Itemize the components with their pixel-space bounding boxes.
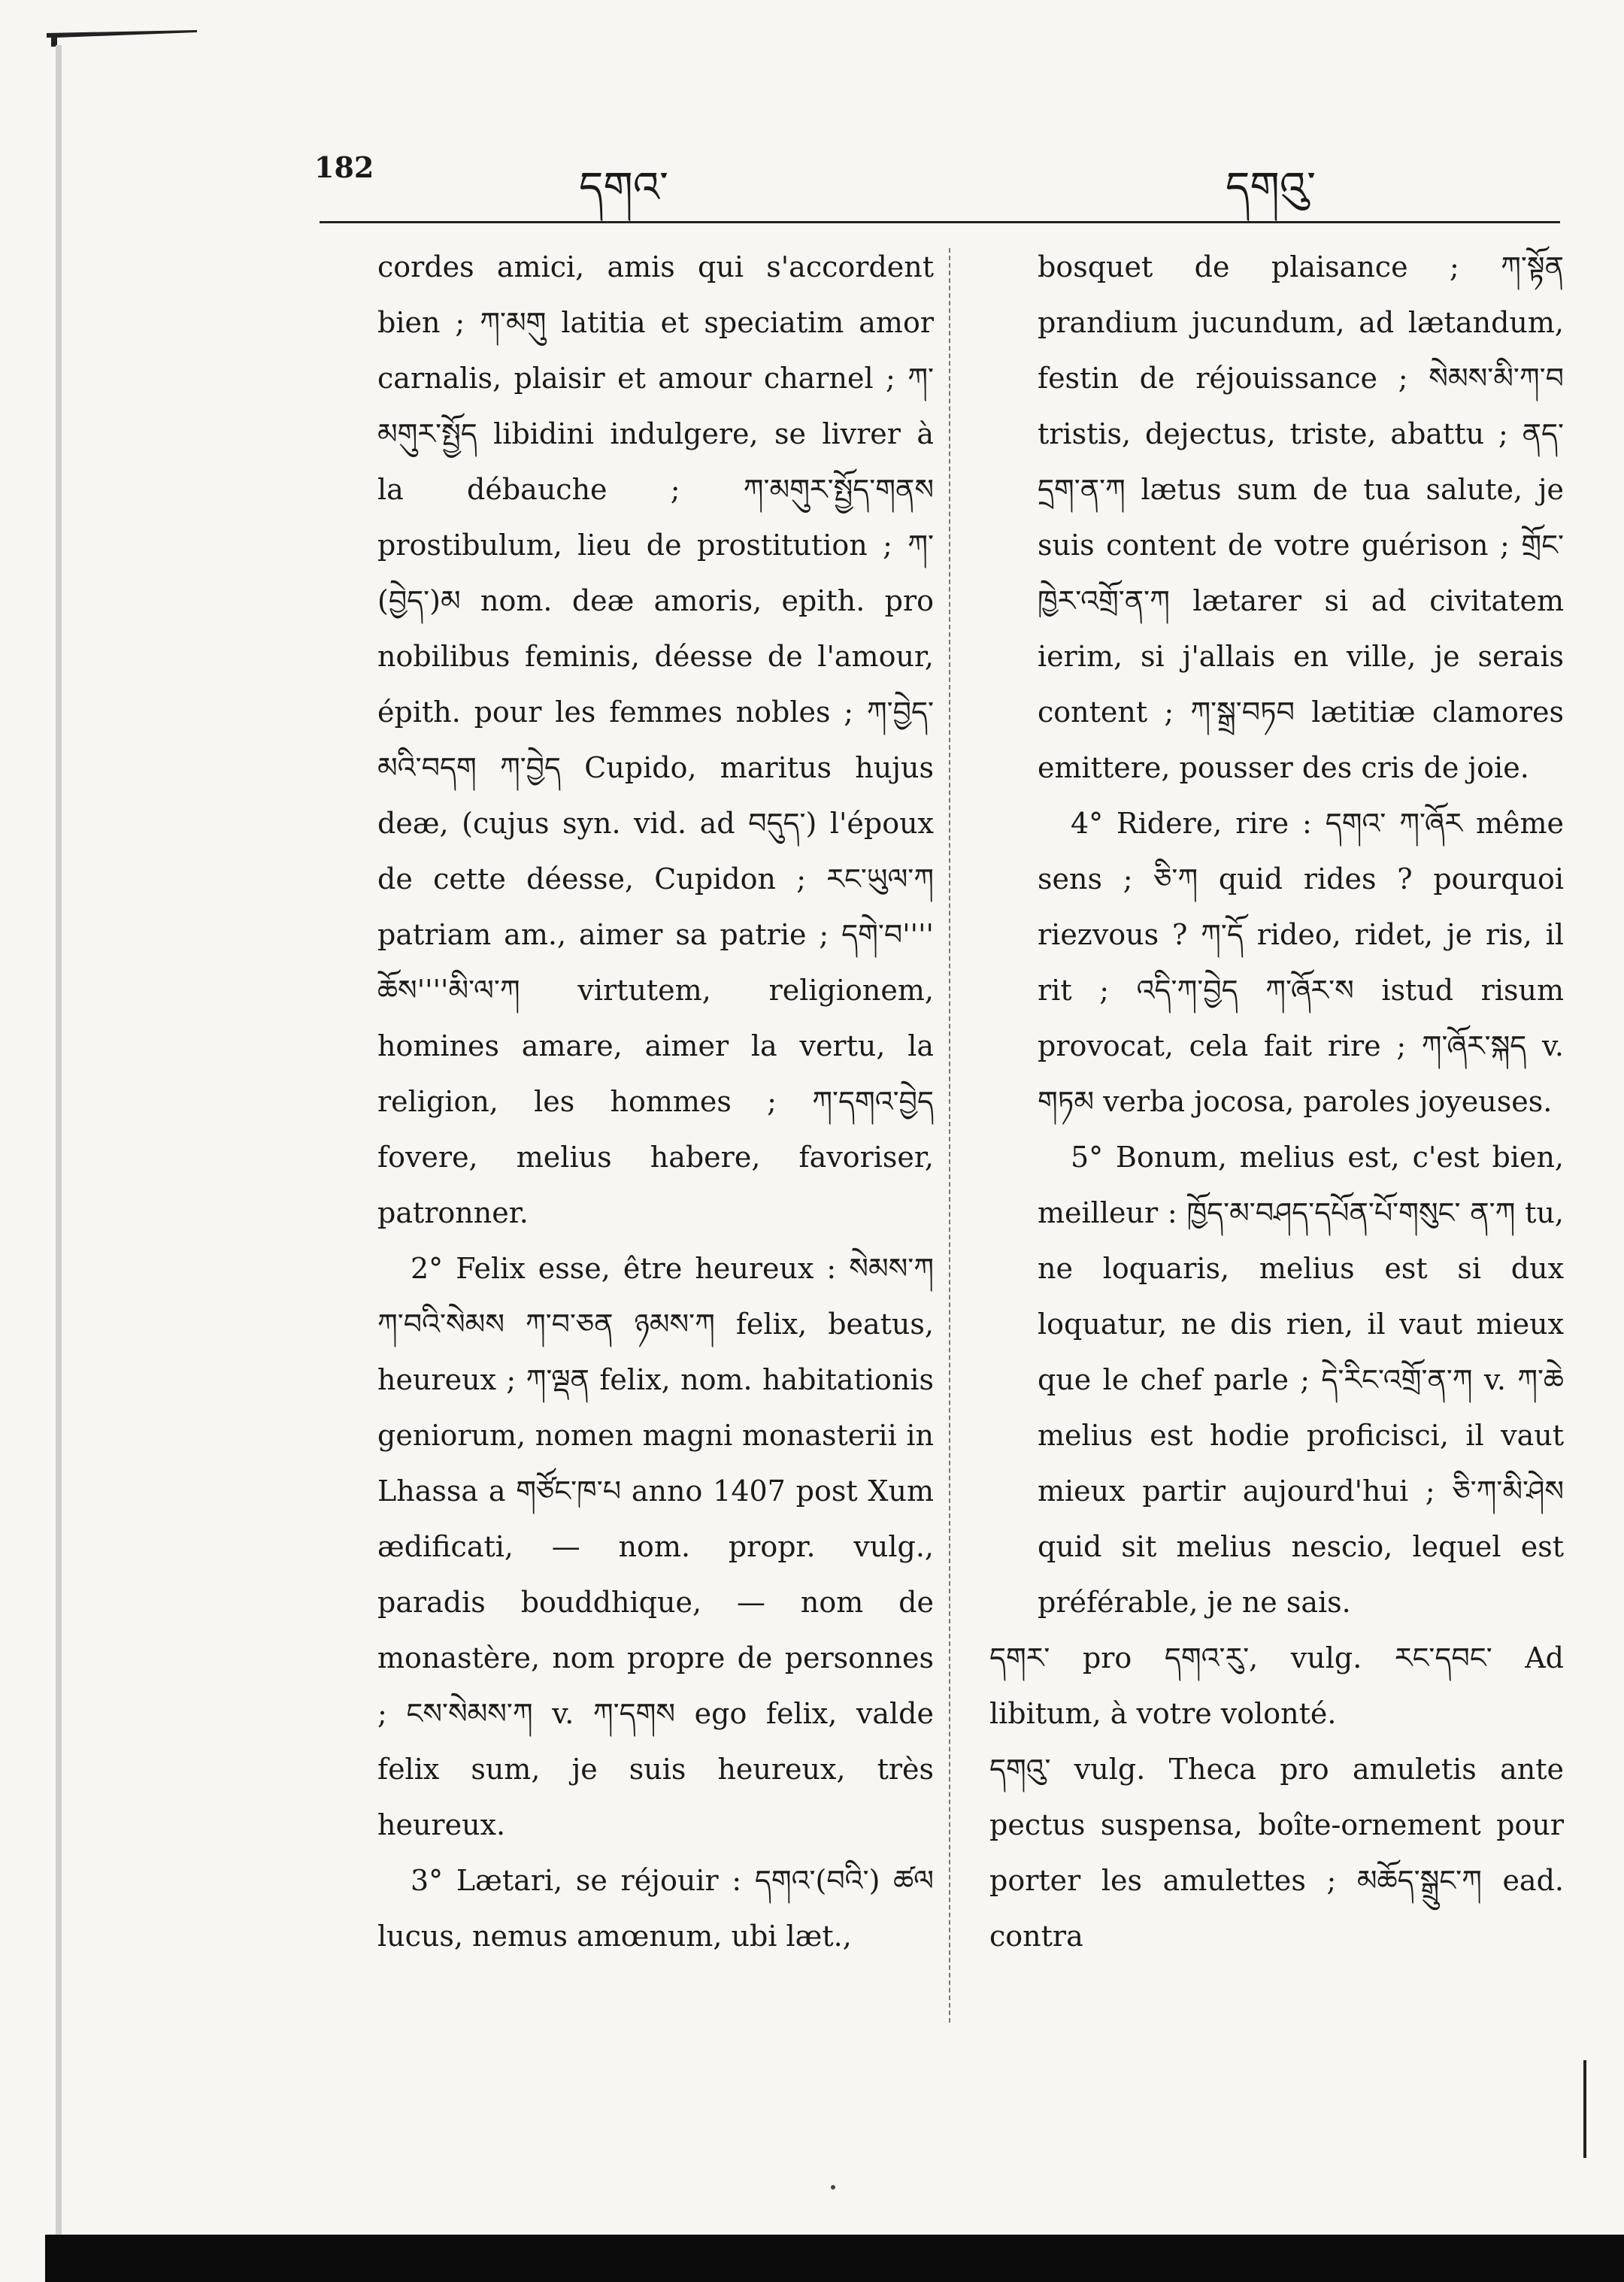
entry-paragraph-3: 3° Lætari, se réjouir : དགའ་(བའི་) ཚལ lucus, nemus amœnum, ubi læt., xyxy=(377,1864,934,1953)
page-edge-shadow xyxy=(56,45,62,2256)
page-number: 182 xyxy=(314,150,374,184)
header-rule xyxy=(320,221,1560,223)
entry-paragraph-1: cordes amici, amis qui s'accordent bien ; ཀ་མགུ latitia et speciatim amor carnalis, plaisir et amour charnel ; ཀ་མགུར་སྤྱོད libidini indulgere, se livrer à la débauche ; ཀ་མགུར་སྤྱོད་གནས prostibulum, lieu de prostitution ; ཀ་ (བྱེད་)མ nom. deæ amoris, epith. pro nobilibus feminis, déesse de l'amour, épith. pour les femmes nobles ; ཀ་བྱེད་ མའི་བདག ཀ་བྱེད Cupido, maritus hujus deæ, (cujus syn. vid. ad བདུད་) l'époux de cette déesse, Cupidon ; རང་ཡུལ་ཀ patriam am., aimer sa patrie ; དགེ་བ'''' ཆོས''''མི་ལ་ཀ virtutem, religionem, homines amare, aimer la vertu, la religion, les hommes ; ཀ་དགའ་བྱེད fovere, melius habere, favoriser, patronner. xyxy=(377,250,934,1229)
margin-mark xyxy=(1583,2060,1586,2158)
running-head-left: དགའ་ xyxy=(579,163,668,212)
column-divider xyxy=(949,248,950,2023)
right-column xyxy=(989,239,1564,1964)
entry-paragraph-4: bosquet de plaisance ; ཀ་སྟོན prandium jucundum, ad lætandum, festin de réjouissance ; སེམས་མི་ཀ་བ tristis, dejectus, triste, abattu ; ནད་དྲག་ན་ཀ lætus sum de tua salute, je suis content de votre guérison ; གྲོང་ཁྱེར་འགྲོ་ན་ཀ lætarer si ad civitatem ierim, si j'allais en ville, je serais content ; ཀ་སྒྲ་བཏབ lætitiæ clamores emittere, pousser des cris de joie. xyxy=(1038,250,1564,784)
corner-mark xyxy=(47,30,197,47)
print-speck xyxy=(831,2185,835,2190)
headword-entry-dgar: དགར་ pro དགའ་རུ་, vulg. རང་དབང་ Ad libitum, à votre volonté. xyxy=(989,1641,1564,1730)
entry-paragraph-2: 2° Felix esse, être heureux : སེམས་ཀ ཀ་བའི་སེམས ཀ་བ་ཅན ཉམས་ཀ felix, beatus, heureux ; ཀ་ལྡན felix, nom. habitationis geniorum, nomen magni monasterii in Lhassa a གཙོང་ཁ་པ anno 1407 post Xum ædificati, — nom. propr. vulg., paradis bouddhique, — nom de monastère, nom propre de personnes ; ངས་སེམས་ཀ v. ཀ་དགས ego felix, valde felix sum, je suis heureux, très heureux. xyxy=(377,1252,934,1841)
entry-paragraph-6: 5° Bonum, melius est, c'est bien, meilleur : ཁྱོད་མ་བཤད་དཔོན་པོ་གསུང་ ན་ཀ tu, ne loquaris, melius est si dux loquatur, ne dis rien, il vaut mieux que le chef parle ; དེ་རིང་འགྲོ་ན་ཀ v. ཀ་ཆེ melius est hodie proficisci, il vaut mieux partir aujourd'hui ; ཅི་ཀ་མི་ཤེས quid sit melius nescio, lequel est préférable, je ne sais. xyxy=(1038,1141,1564,1619)
headword-entry-dgau: དགའུ་ vulg. Theca pro amuletis ante pectus suspensa, boîte-ornement pour porter les amulettes ; མཆོད་སྒྲུང་ཀ ead. contra xyxy=(989,1753,1564,1953)
running-head-right: དགའུ་ xyxy=(1226,163,1316,212)
scan-bottom-bar xyxy=(45,2235,1624,2282)
left-column xyxy=(377,239,934,1964)
entry-paragraph-5: 4° Ridere, rire : དགའ་ ཀ་ཞོར même sens ; ཅི་ཀ quid rides ? pourquoi riezvous ? ཀ་དོ rideo, ridet, je ris, il rit ; འདི་ཀ་བྱེད ཀ་ཞོར་ས istud risum provocat, cela fait rire ; ཀ་ཞོར་སྐད v. གཏམ verba jocosa, paroles joyeuses. xyxy=(1038,807,1564,1118)
